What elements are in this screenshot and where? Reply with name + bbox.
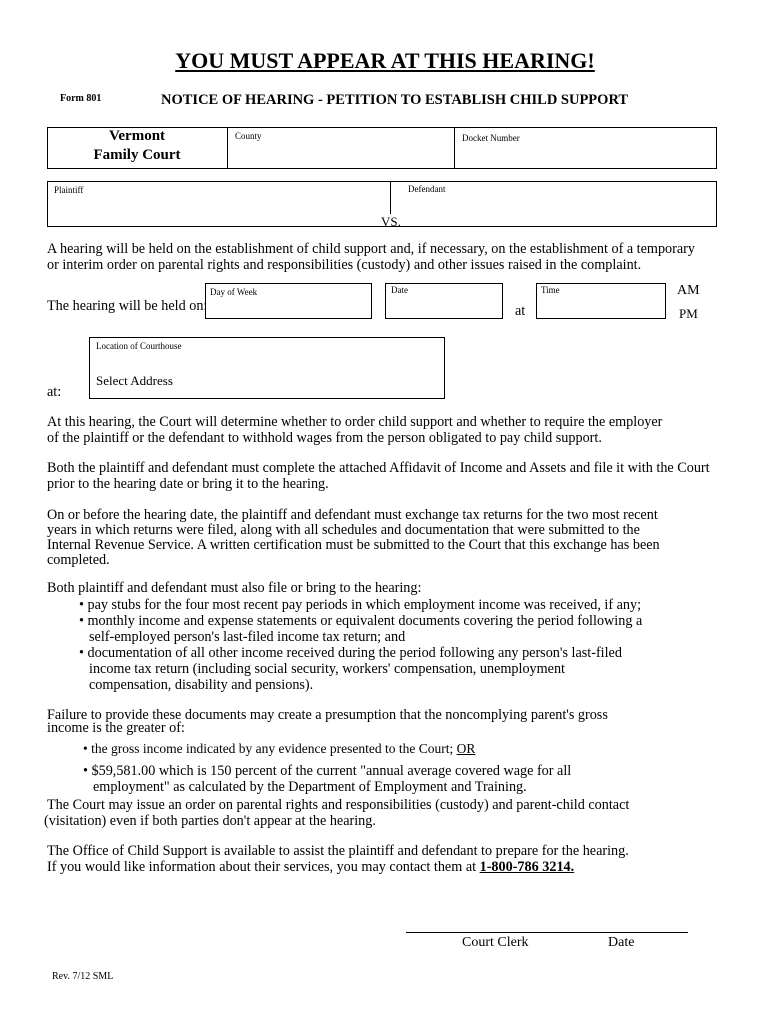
bring-bullet-3b: income tax return (including social security, workers' compensation, unemployment [89,661,566,677]
county-field[interactable] [232,145,450,165]
affidavit-para-line-2: prior to the hearing date or bring it to the hearing. [47,476,329,492]
pm-option[interactable]: PM [679,306,698,321]
at-label: at: [47,384,62,400]
ocs-para-line-2 [47,859,727,875]
court-divider-2 [454,127,455,169]
tax-para-line-2: years in which returns were filed, along with all schedules and documentation that were submitted to the [47,522,640,538]
court-clerk-label: Court Clerk [462,935,529,950]
date-field[interactable] [389,299,499,316]
affidavit-para-line-1: Both the plaintiff and defendant must complete the attached Affidavit of Income and Assets and file it with the Court [47,460,710,476]
docket-label: Docket Number [462,133,520,143]
signature-line [406,932,688,933]
day-of-week-field[interactable] [209,299,368,316]
or-text: OR [456,741,476,756]
location-select[interactable]: Select Address [96,373,173,388]
bring-bullet-2b: self-employed person's last-filed income tax return; and [89,629,406,645]
tax-para-line-4: completed. [47,552,110,568]
intro-line-2: or interim order on parental rights and responsibilities (custody) and other issues raised in the complaint. [47,257,642,273]
time-field[interactable] [540,299,662,316]
custody-para-line-1: The Court may issue an order on parental rights and responsibilities (custody) and parent-child contact [47,797,630,813]
defendant-field[interactable] [396,197,712,215]
date-label: Date [391,285,408,295]
am-option[interactable]: AM [677,283,700,298]
plaintiff-label: Plaintiff [54,185,84,195]
date-sign-label: Date [608,935,635,950]
bring-bullet-2a: • monthly income and expense statements or equivalent documents covering the period following a [79,613,643,629]
phone-number: 1-800-786 3214. [479,859,575,875]
bring-bullet-1: • pay stubs for the four most recent pay periods in which employment income was received, if any; [79,597,642,613]
parties-divider [390,181,391,214]
at-word: at [515,303,526,319]
hearing-held-on-label: The hearing will be held on: [47,298,208,314]
court-para-line-2: of the plaintiff or the defendant to withhold wages from the person obligated to pay child support. [47,430,602,446]
intro-line-1: A hearing will be held on the establishment of child support and, if necessary, on the establishment of a temporary [47,241,695,257]
notice-title: NOTICE OF HEARING - PETITION TO ESTABLISH CHILD SUPPORT [161,92,629,108]
page-title: YOU MUST APPEAR AT THIS HEARING! [175,48,595,73]
court-name: Family Court [93,147,181,163]
tax-para-line-3: Internal Revenue Service. A written certification must be submitted to the Court that this exchange has been [47,537,660,553]
ocs-para-line-1: The Office of Child Support is available to assist the plaintiff and defendant to prepare for the hearing. [47,843,629,859]
defendant-label: Defendant [408,184,446,194]
failure-bullet-2a: • $59,581.00 which is 150 percent of the current "annual average covered wage for all [83,763,572,779]
county-label: County [235,131,262,141]
revision-note: Rev. 7/12 SML [52,971,114,982]
court-state: Vermont [108,128,166,144]
failure-para-line-1: Failure to provide these documents may create a presumption that the noncomplying parent's gross [47,707,608,723]
bring-para-intro: Both plaintiff and defendant must also file or bring to the hearing: [47,580,422,596]
location-label: Location of Courthouse [96,341,182,351]
plaintiff-field[interactable] [54,198,384,216]
failure-bullet-1 [83,741,763,757]
vs-label: VS. [381,214,401,229]
tax-para-line-1: On or before the hearing date, the plaintiff and defendant must exchange tax returns for the two most recent [47,507,658,523]
day-of-week-label: Day of Week [210,287,258,297]
failure-bullet-1-text: • the gross income indicated by any evidence presented to the Court; [83,741,457,756]
court-para-line-1: At this hearing, the Court will determine whether to order child support and whether to require the employer [47,414,663,430]
form-number: Form 801 [60,93,102,104]
bring-bullet-3a: • documentation of all other income received during the period following any person's last-filed [79,645,622,661]
failure-para-line-2: income is the greater of: [47,720,185,736]
docket-field[interactable] [460,147,712,165]
bring-bullet-3c: compensation, disability and pensions). [89,677,314,693]
failure-bullet-2b: employment" as calculated by the Department of Employment and Training. [93,779,527,795]
custody-para-line-2: (visitation) even if both parties don't appear at the hearing. [44,813,376,829]
time-label: Time [541,285,560,295]
ocs-para-line-2-text: If you would like information about their services, you may contact them at [47,859,480,875]
court-divider-1 [227,127,228,169]
